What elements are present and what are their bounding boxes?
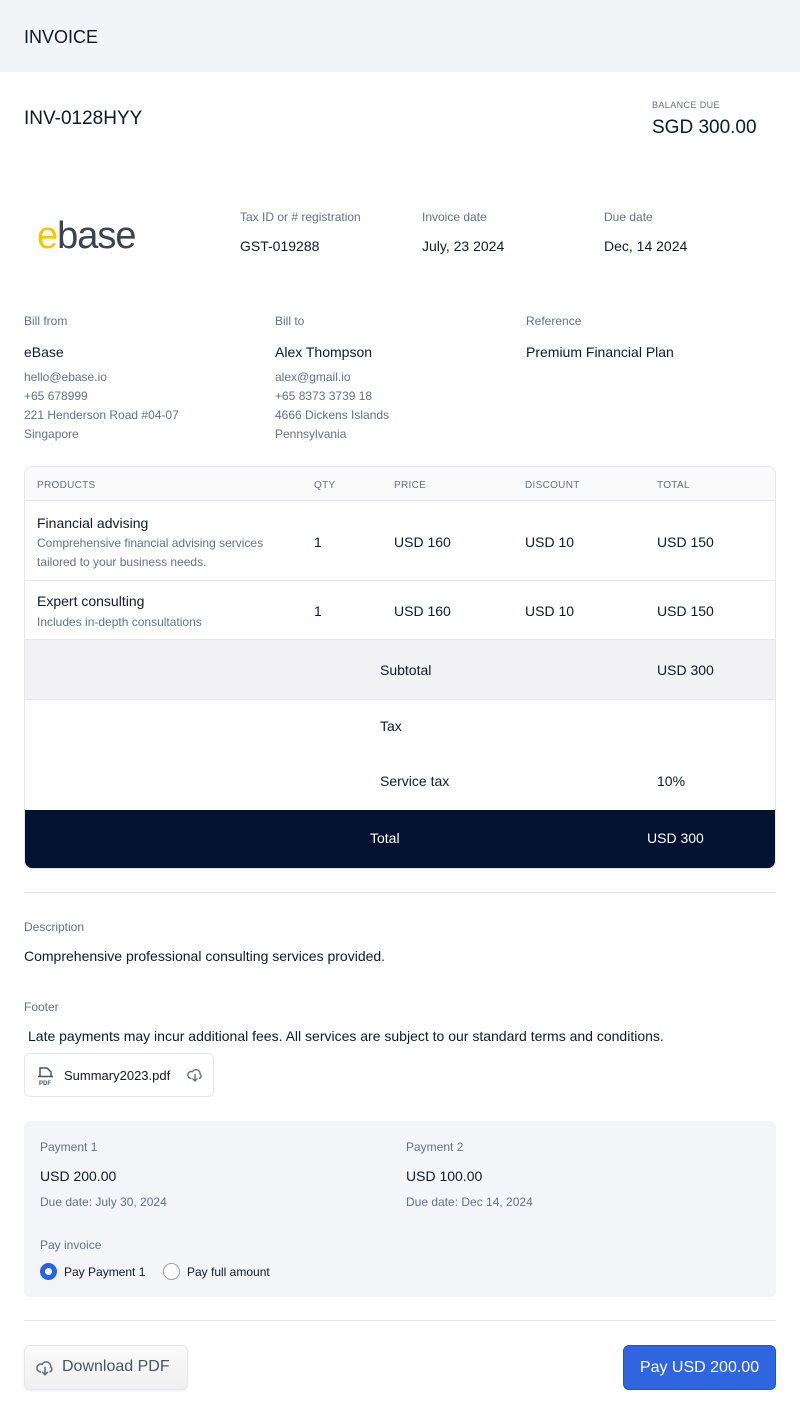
reference: [526, 314, 674, 360]
header-products: PRODUCTS: [37, 480, 96, 491]
products-table: [24, 466, 776, 869]
product-qty: 1: [314, 603, 322, 619]
table-header: [25, 467, 775, 501]
bill-to-label: Bill to: [275, 314, 305, 328]
radio-label: Pay Payment 1: [64, 1265, 146, 1279]
product-name: Financial advising: [37, 515, 149, 531]
product-total: USD 150: [657, 603, 714, 619]
radio-unchecked[interactable]: [163, 1263, 180, 1280]
cloud-download-icon: [36, 1359, 54, 1382]
header-qty: QTY: [314, 480, 336, 491]
table-row: [25, 501, 775, 581]
header-bar: [0, 0, 800, 72]
radio-label: Pay full amount: [187, 1265, 270, 1279]
service-tax-value: 10%: [657, 773, 686, 789]
bill-from-name: eBase: [24, 344, 64, 360]
payment-2-label: Payment 2: [406, 1140, 464, 1154]
header-discount: DISCOUNT: [525, 480, 580, 491]
bill-to-address: 4666 Dickens Islands: [275, 408, 390, 422]
total-row: [25, 810, 775, 868]
payment-2-due: Due date: Dec 14, 2024: [406, 1195, 533, 1209]
bill-from: [24, 314, 179, 444]
subtotal-label: Subtotal: [380, 662, 432, 678]
payment-2-amount: USD 100.00: [406, 1168, 483, 1184]
bill-from-email: hello@ebase.io: [24, 370, 107, 384]
table-row: [25, 581, 775, 640]
header-total: TOTAL: [657, 480, 690, 491]
service-tax-label: Service tax: [380, 773, 450, 789]
product-total: USD 150: [657, 534, 714, 550]
footer-label: Footer: [24, 1000, 59, 1014]
invoice-date-value: July, 23 2024: [422, 238, 505, 254]
header-price: PRICE: [394, 480, 427, 491]
bill-to-name: Alex Thompson: [275, 344, 373, 360]
bill-to-phone: +65 8373 3739 18: [275, 389, 373, 403]
tax-id-value: GST-019288: [240, 238, 320, 254]
product-price: USD 160: [394, 603, 451, 619]
bill-to: [275, 314, 389, 444]
balance-due-amount: SGD 300.00: [652, 117, 757, 138]
attachment-file[interactable]: [24, 1053, 214, 1097]
payment-1-label: Payment 1: [40, 1140, 98, 1154]
description-text: Comprehensive professional consulting services provided.: [24, 948, 386, 964]
product-price: USD 160: [394, 534, 451, 550]
attachment-name: Summary2023.pdf: [64, 1068, 171, 1083]
bill-from-label: Bill from: [24, 314, 68, 328]
ebase-logo: ebase: [37, 215, 136, 257]
invoice-date-label: Invoice date: [422, 210, 487, 224]
bill-from-address: 221 Henderson Road #04-07: [24, 408, 179, 422]
radio-checked[interactable]: [40, 1263, 57, 1280]
bill-to-state: Pennsylvania: [275, 427, 347, 441]
product-discount: USD 10: [525, 603, 575, 619]
bill-from-city: Singapore: [24, 427, 79, 441]
download-icon[interactable]: [187, 1067, 203, 1088]
description-label: Description: [24, 920, 85, 934]
balance-due-label: BALANCE DUE: [652, 100, 720, 110]
subtotal-value: USD 300: [657, 662, 714, 678]
pdf-file-icon: PDF: [37, 1065, 55, 1085]
product-description: Comprehensive financial advising services tailored to your business needs.: [37, 536, 264, 569]
bill-from-phone: +65 678999: [24, 389, 88, 403]
total-value: USD 300: [647, 830, 704, 846]
payment-1-amount: USD 200.00: [40, 1168, 117, 1184]
payment-1-due: Due date: July 30, 2024: [40, 1195, 167, 1209]
download-pdf-button[interactable]: [24, 1345, 188, 1390]
subtotal-row: [25, 640, 775, 700]
bill-to-email: alex@gmail.io: [275, 370, 351, 384]
tax-label: Tax: [380, 718, 402, 734]
due-date-label: Due date: [604, 210, 653, 224]
tax-id-label: Tax ID or # registration: [240, 210, 361, 224]
product-discount: USD 10: [525, 534, 575, 550]
reference-value: Premium Financial Plan: [526, 344, 674, 360]
divider: [24, 892, 776, 893]
invoice-number: INV-0128HYY: [24, 108, 143, 129]
radio-pay-full-amount[interactable]: [163, 1263, 293, 1281]
product-qty: 1: [314, 534, 322, 550]
reference-label: Reference: [526, 314, 582, 328]
header-title: INVOICE: [24, 27, 99, 47]
divider: [24, 1320, 776, 1321]
radio-pay-payment-1[interactable]: [40, 1263, 160, 1281]
product-description: Includes in-depth consultations: [37, 615, 202, 629]
payment-schedule: [24, 1121, 776, 1297]
download-pdf-label: Download PDF: [62, 1358, 170, 1375]
due-date-value: Dec, 14 2024: [604, 238, 688, 254]
product-name: Expert consulting: [37, 593, 145, 609]
footer-text: Late payments may incur additional fees. All services are subject to our standard terms and conditions.: [28, 1028, 664, 1044]
pay-button[interactable]: Pay USD 200.00: [623, 1345, 776, 1390]
pay-invoice-label: Pay invoice: [40, 1238, 102, 1252]
total-label: Total: [370, 830, 400, 846]
